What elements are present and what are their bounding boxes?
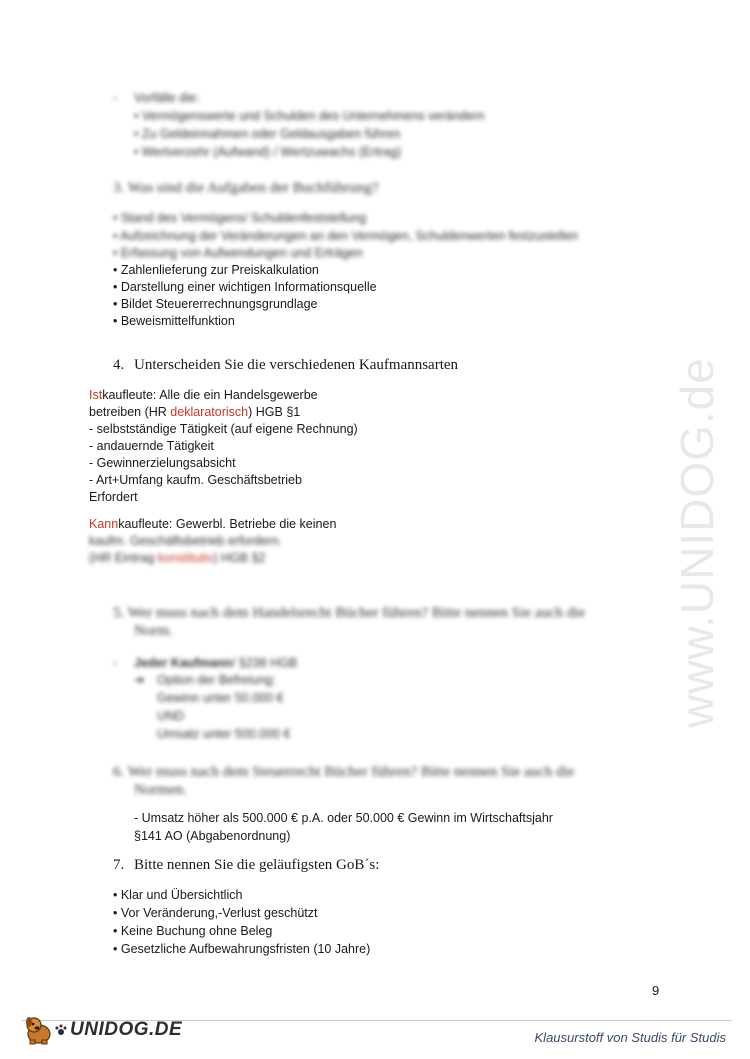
ist-line-1	[89, 387, 318, 403]
kann-prefix: Kann	[89, 517, 119, 531]
paw-icon	[54, 1023, 68, 1037]
ist-prefix: Ist	[89, 388, 103, 402]
bullet-item: • Erfassung von Aufwendungen und Erträgen	[113, 246, 363, 260]
ist-line2-red: deklaratorisch	[170, 405, 249, 419]
intro-text: Vorfälle die:	[134, 91, 200, 105]
ist-line2-post: ) HGB §1	[248, 405, 301, 419]
arrow-icon: ➔	[134, 673, 145, 687]
q6-line-2: §141 AO (Abgabenordnung)	[134, 829, 291, 843]
bullet-item: • Keine Buchung ohne Beleg	[113, 924, 273, 938]
kann-line3-post: ) HGB §2	[213, 551, 266, 565]
kann-line-3	[89, 550, 265, 566]
q7-heading: Bitte nennen Sie die geläufigsten GoB´s:	[134, 857, 380, 873]
q7-number: 7.	[113, 857, 125, 873]
list-item: - andauernde Tätigkeit	[89, 439, 214, 453]
q5-sub: Umsatz unter 500.000 €	[157, 727, 291, 741]
dash: -	[113, 91, 118, 105]
q5-heading-line2: Norm.	[134, 623, 173, 639]
page-number: 9	[652, 983, 660, 998]
dog-icon	[22, 1014, 56, 1046]
q5-heading-line1: 5. Wer muss nach dem Handelsrecht Bücher führen? Bitte nennen Sie auch die	[113, 605, 586, 621]
q4-number: 4.	[113, 357, 125, 373]
watermark	[670, 357, 750, 728]
bullet-item: • Darstellung einer wichtigen Informationsquelle	[113, 280, 377, 294]
ist-text: kaufleute: Alle die ein Handelsgewerbe	[102, 388, 318, 402]
kann-line-1	[89, 516, 336, 532]
q6-line-1: - Umsatz höher als 500.000 € p.A. oder 50.000 € Gewinn im Wirtschaftsjahr	[134, 811, 553, 825]
bullet-item: • Bildet Steuererrechnungsgrundlage	[113, 297, 318, 311]
q5-item	[134, 655, 297, 671]
q3-heading: 3. Was sind die Aufgaben der Buchführung?	[113, 180, 379, 196]
q5-item-rest: / §238 HGB	[231, 656, 298, 670]
kann-text: kaufleute: Gewerbl. Betriebe die keinen	[118, 517, 337, 531]
kann-line3-red: konstitutiv	[157, 551, 214, 565]
ist-line-2	[89, 404, 300, 420]
q6-heading-line1: 6. Wer muss nach dem Steuerrecht Bücher führen? Bitte nennen Sie auch die	[113, 764, 575, 780]
bullet-item: • Vor Veränderung,-Verlust geschützt	[113, 906, 318, 920]
list-item: - Art+Umfang kaufm. Geschäftsbetrieb	[89, 473, 302, 487]
ist-line2-pre: betreiben (HR	[89, 405, 171, 419]
q5-item-bold: Jeder Kaufmann	[134, 656, 232, 670]
bullet-item: • Vermögenswerte und Schulden des Unternehmens verändern	[134, 109, 485, 123]
bullet-item: • Gesetzliche Aufbewahrungsfristen (10 Jahre)	[113, 942, 371, 956]
logo-text: UNIDOG.DE	[70, 1019, 183, 1040]
kann-line-2: kaufm. Geschäftsbetrieb erfordern.	[89, 534, 283, 548]
q4-heading: Unterscheiden Sie die verschiedenen Kaufmannsarten	[134, 357, 459, 373]
list-item: - Gewinnerzielungsabsicht	[89, 456, 236, 470]
footer-logo	[22, 1014, 182, 1046]
watermark-text: www.UNIDOG.de	[671, 357, 723, 728]
kann-line3-pre: (HR Eintrag	[89, 551, 158, 565]
bullet-item: • Zahlenlieferung zur Preiskalkulation	[113, 263, 319, 277]
footer-slogan: Klausurstoff von Studis für Studis	[534, 1030, 726, 1045]
q5-sub: Gewinn unter 50.000 €	[157, 691, 284, 705]
q6-heading-line2: Normen.	[134, 782, 187, 798]
q5-sub: UND	[157, 709, 185, 723]
bullet-item: • Beweismittelfunktion	[113, 314, 235, 328]
bullet-item: • Aufzeichnung der Veränderungen an den Vermögen, Schuldenwerten festzustellen	[113, 229, 579, 243]
list-item: - selbstständige Tätigkeit (auf eigene Rechnung)	[89, 422, 358, 436]
bullet-item: • Zu Geldeinnahmen oder Geldausgaben führen	[134, 127, 401, 141]
dash: -	[113, 656, 118, 670]
bullet-item: • Klar und Übersichtlich	[113, 888, 243, 902]
bullet-item: • Stand des Vermögens/ Schuldenfeststellung	[113, 211, 367, 225]
bullet-item: • Wertverzehr (Aufwand) / Wertzuwachs (Ertrag)	[134, 145, 402, 159]
list-item: Erfordert	[89, 490, 138, 504]
q5-option: Option der Befreiung:	[157, 673, 276, 687]
